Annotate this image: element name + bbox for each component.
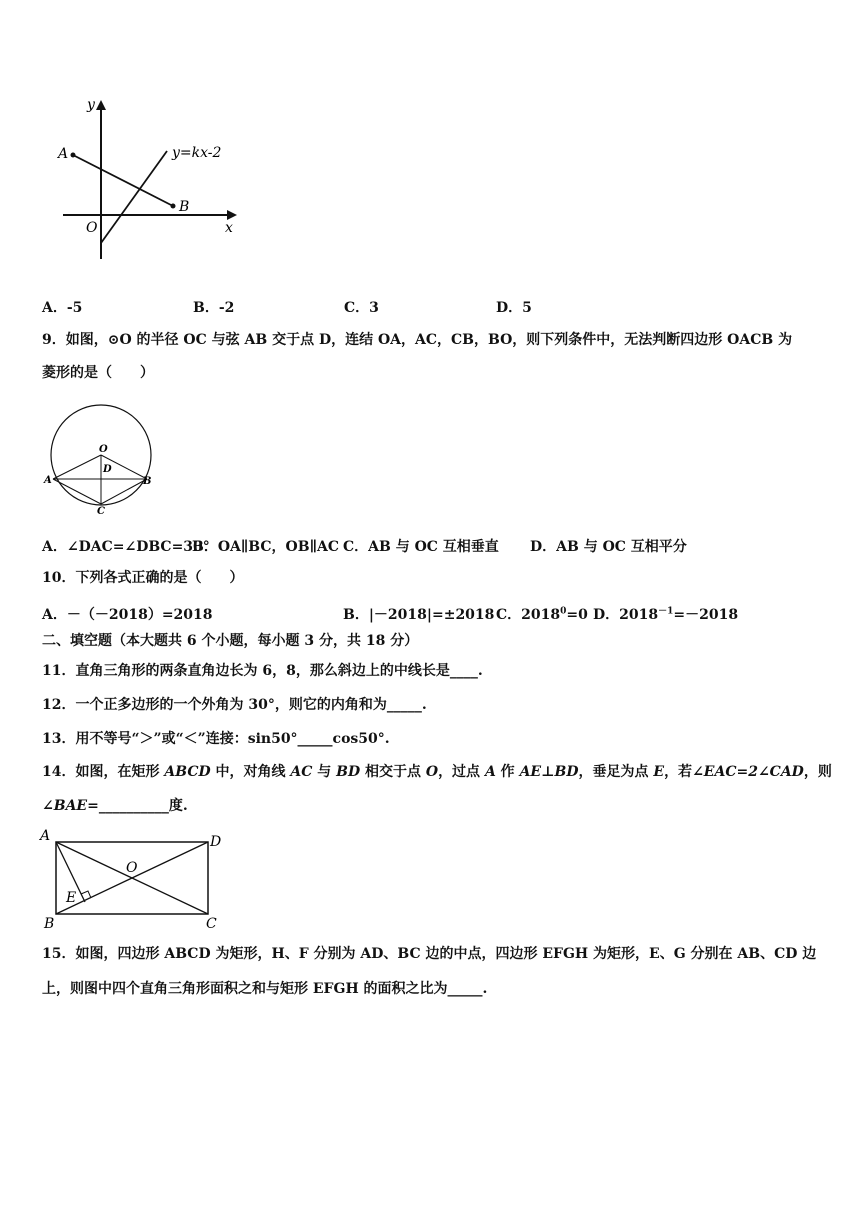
q14-e: E [653,764,665,780]
label-c: C [206,916,217,932]
x-axis-arrow [227,210,237,220]
q9-option-d: D．AB 与 OC 互相平分 [530,539,687,555]
q10-option-b: B．|－2018|=±2018 [343,607,495,623]
q10-c-exponent: 0 [560,606,567,617]
label-c: C [97,506,105,517]
coordinate-figure [55,95,255,265]
point-b-dot [171,204,176,209]
q10-option-d [593,604,738,624]
label-a: A [44,475,52,486]
q10-c-base: C．2018 [496,607,561,623]
q10-d-exponent: －1 [658,606,674,617]
q10-d-rest: =－2018 [673,607,739,623]
q14-cond: ∠EAC=2∠CAD [692,764,804,780]
y-axis-label: y [87,97,95,113]
q8-option-a: A．-5 [42,300,83,316]
q9-option-c: C．AB 与 OC 互相垂直 [343,539,499,555]
q14-t5: ，过点 [438,764,485,780]
q15-stem-line2: 上，则图中四个直角三角形面积之和与矩形 EFGH 的面积之比为_____. [42,981,488,997]
line-equation-label: y=kx-2 [172,145,222,161]
q14-t6: 作 [495,764,520,780]
label-b: B [143,476,152,487]
x-axis-label: x [225,220,233,236]
q14-t7: ，垂足为点 [578,764,654,780]
segment-oa [53,455,101,479]
q14-o: O [425,764,439,780]
label-o: O [99,444,108,455]
label-d: D [210,834,222,850]
label-e: E [66,890,77,906]
q14-a: A [484,764,496,780]
q8-option-c: C．3 [344,300,379,316]
circle-figure [42,400,162,518]
q15-stem-line1: 15．如图，四边形 ABCD 为矩形，H、F 分别为 AD、BC 边的中点，四边形 EFGH 为矩形，E、G 分别在 AB、CD 边 [42,946,817,962]
q8-option-d: D．5 [496,300,532,316]
q14-ac: AC [290,764,313,780]
label-o: O [126,860,138,876]
q14-bae: ∠BAE [42,798,88,814]
label-d: D [103,464,112,475]
section-heading: 二、填空题（本大题共 6 个小题，每小题 3 分，共 18 分） [42,633,419,649]
label-a: A [40,828,51,844]
q14-t9: ，则 [803,764,832,780]
q14-stem-line2 [42,797,188,815]
label-b: B [44,916,55,932]
point-b-label: B [179,199,190,215]
point-a-label: A [58,146,69,162]
q9-stem-line2: 菱形的是（ ） [42,365,154,381]
point-a-dot [71,153,76,158]
q8-option-b: B．-2 [193,300,235,316]
q14-abcd: ABCD [164,764,211,780]
y-axis-arrow [96,100,106,110]
q9-stem-line1: 9．如图，⊙O 的半径 OC 与弦 AB 交于点 D，连结 OA，AC，CB，BO，则下列条件中，无法判断四边形 OACB 为 [42,332,793,348]
q14-t3: 与 [312,764,337,780]
q10-option-a: A．－（－2018）=2018 [42,607,213,623]
q13: 13．用不等号“＞”或“＜”连接：sin50°_____cos50°. [42,731,390,747]
q12: 12．一个正多边形的一个外角为 30°，则它的内角和为_____. [42,697,427,713]
q14-stem-line1 [42,763,832,781]
q14-t8: ，若 [664,764,693,780]
q10-d-base: D．2018 [593,607,659,623]
q9-option-a: A．∠DAC=∠DBC=30° [42,539,210,555]
q14-t2: 中，对角线 [210,764,291,780]
q14-aebd: AE⊥BD [519,764,579,780]
q9-option-b: B．OA∥BC，OB∥AC [192,539,339,555]
segment-bc [101,479,147,504]
q10-option-c [496,604,588,624]
q14-t10: =__________度. [87,798,188,814]
segment-ac [53,479,101,504]
q10-stem: 10．下列各式正确的是（ ） [42,570,244,586]
q11: 11．直角三角形的两条直角边长为 6，8，那么斜边上的中线长是____. [42,663,483,679]
origin-label: O [86,220,98,236]
q10-c-rest: =0 [566,607,588,623]
q14-bd: BD [336,764,361,780]
q14-t1: 14．如图，在矩形 [42,764,165,780]
q14-t4: 相交于点 [360,764,426,780]
rectangle-figure [36,826,226,932]
